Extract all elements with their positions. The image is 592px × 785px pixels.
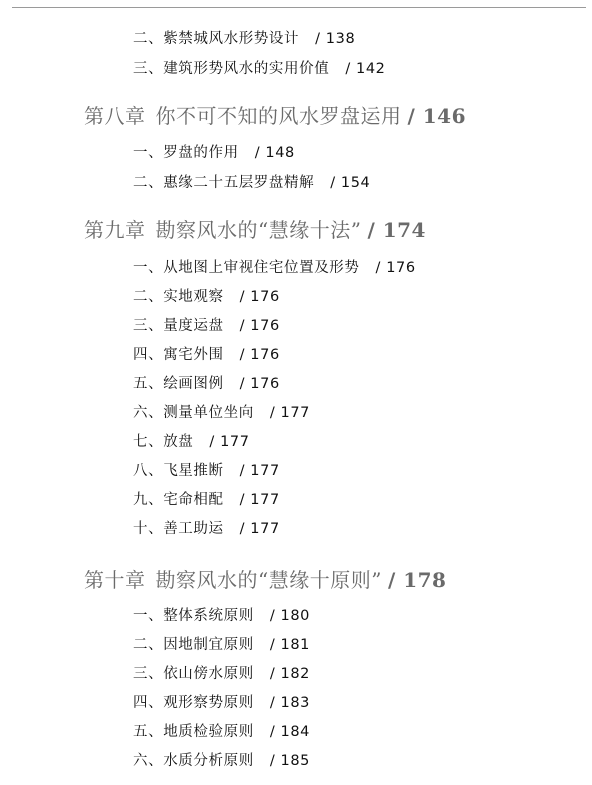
toc-entry (133, 402, 316, 424)
chapter-title: 勘察风水的“慧缘十原则” (155, 568, 382, 592)
chapter-heading (84, 101, 466, 131)
toc-entry (133, 28, 361, 50)
entry-title: 九、宅命相配 (133, 492, 224, 508)
entry-title: 八、飞星推断 (133, 463, 224, 479)
chapter-page: / 146 (407, 104, 467, 128)
entry-title: 五、绘画图例 (133, 376, 224, 392)
chapter-heading (84, 565, 446, 595)
entry-page: / 180 (269, 608, 310, 624)
entry-page: / 176 (239, 318, 280, 334)
entry-title: 三、依山傍水原则 (133, 666, 254, 682)
chapter-heading (84, 215, 426, 245)
entry-page: / 177 (209, 434, 250, 450)
toc-entry (133, 286, 286, 308)
toc-entry (133, 431, 256, 453)
toc-entry (133, 721, 316, 743)
entry-page: / 181 (269, 637, 310, 653)
chapter-page: / 174 (367, 218, 426, 242)
chapter-title: 你不可不知的风水罗盘运用 (155, 104, 402, 128)
entry-title: 三、建筑形势风水的实用价值 (133, 61, 330, 77)
entry-page: / 182 (269, 666, 310, 682)
toc-entry (133, 172, 376, 194)
toc-entry (133, 692, 316, 714)
entry-page: / 176 (239, 347, 280, 363)
chapter-title: 勘察风水的“慧缘十法” (155, 218, 362, 242)
toc-entry (133, 518, 286, 540)
entry-page: / 176 (239, 289, 280, 305)
entry-page: / 154 (330, 175, 371, 191)
toc-entry (133, 373, 286, 395)
chapter-number: 第十章 (84, 568, 146, 592)
entry-title: 五、地质检验原则 (133, 724, 254, 740)
entry-page: / 177 (239, 521, 280, 537)
entry-page: / 176 (375, 260, 416, 276)
entry-page: / 185 (269, 753, 310, 769)
toc-entry (133, 663, 316, 685)
entry-title: 一、从地图上审视住宅位置及形势 (133, 260, 360, 276)
toc-entry (133, 58, 391, 80)
entry-page: / 138 (315, 31, 356, 47)
entry-title: 一、罗盘的作用 (133, 145, 239, 161)
entry-page: / 177 (269, 405, 310, 421)
entry-title: 二、因地制宜原则 (133, 637, 254, 653)
entry-title: 二、实地观察 (133, 289, 224, 305)
entry-title: 四、观形察势原则 (133, 695, 254, 711)
entry-title: 六、水质分析原则 (133, 753, 254, 769)
toc-entry (133, 344, 286, 366)
entry-page: / 183 (269, 695, 310, 711)
entry-title: 一、整体系统原则 (133, 608, 254, 624)
entry-title: 二、惠缘二十五层罗盘精解 (133, 175, 315, 191)
chapter-number: 第九章 (84, 218, 146, 242)
entry-page: / 184 (269, 724, 310, 740)
entry-title: 四、寓宅外围 (133, 347, 224, 363)
toc-entry (133, 142, 301, 164)
chapter-page: / 178 (387, 568, 447, 592)
entry-page: / 176 (239, 376, 280, 392)
entry-title: 七、放盘 (133, 434, 194, 450)
toc-entry (133, 257, 422, 279)
toc-entry (133, 605, 316, 627)
entry-page: / 177 (239, 492, 280, 508)
toc-entry (133, 315, 286, 337)
entry-page: / 142 (345, 61, 386, 77)
entry-page: / 148 (254, 145, 295, 161)
entry-title: 十、善工助运 (133, 521, 224, 537)
chapter-number: 第八章 (84, 104, 146, 128)
entry-title: 二、紫禁城风水形势设计 (133, 31, 300, 47)
toc-entry (133, 489, 286, 511)
toc-entry (133, 634, 316, 656)
toc-entry (133, 460, 286, 482)
toc-entry (133, 750, 316, 772)
entry-title: 三、量度运盘 (133, 318, 224, 334)
entry-title: 六、测量单位坐向 (133, 405, 254, 421)
entry-page: / 177 (239, 463, 280, 479)
